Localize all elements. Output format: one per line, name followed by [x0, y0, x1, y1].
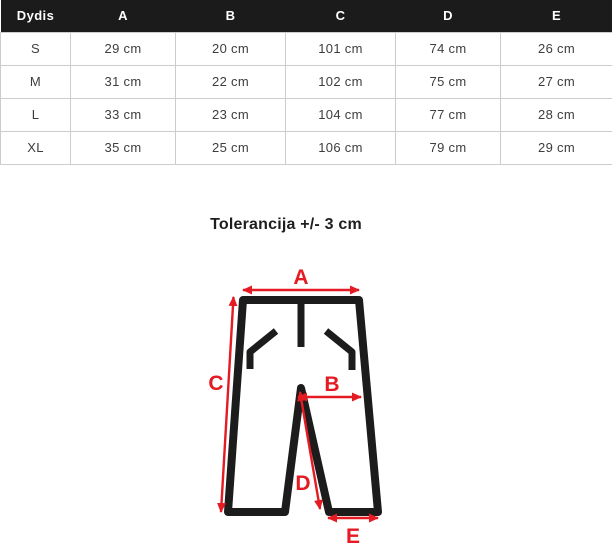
measurement-label-b: B: [324, 373, 340, 396]
measurement-cell: 77 cm: [396, 98, 501, 131]
measurement-cell: 74 cm: [396, 32, 501, 65]
measurement-cell: 35 cm: [71, 131, 176, 164]
measurement-cell: 26 cm: [501, 32, 612, 65]
size-cell: XL: [1, 131, 71, 164]
right-pocket-line: [326, 331, 352, 370]
size-cell: L: [1, 98, 71, 131]
measurement-label-a: A: [293, 266, 309, 289]
measurement-cell: 102 cm: [286, 65, 396, 98]
column-header-size: Dydis: [1, 0, 71, 32]
measurement-label-c: C: [208, 372, 224, 395]
measurement-cell: 20 cm: [176, 32, 286, 65]
table-row-xl: [1, 131, 612, 164]
measurement-cell: 33 cm: [71, 98, 176, 131]
size-cell: M: [1, 65, 71, 98]
shorts-measurement-diagram: [190, 252, 420, 552]
table-row-m: [1, 65, 612, 98]
column-header-a: A: [71, 0, 176, 32]
table-row-l: [1, 98, 612, 131]
measurement-cell: 22 cm: [176, 65, 286, 98]
tolerance-note: Tolerancija +/- 3 cm: [210, 216, 362, 233]
header-row: [1, 0, 612, 32]
left-pocket-line: [250, 331, 276, 369]
measurement-label-d: D: [295, 472, 311, 495]
measurement-cell: 79 cm: [396, 131, 501, 164]
measurement-cell: 25 cm: [176, 131, 286, 164]
measurement-cell: 29 cm: [501, 131, 612, 164]
measurement-cell: 31 cm: [71, 65, 176, 98]
measurement-cell: 29 cm: [71, 32, 176, 65]
column-header-d: D: [396, 0, 501, 32]
measurement-cell: 75 cm: [396, 65, 501, 98]
size-table: [0, 0, 612, 165]
size-cell: S: [1, 32, 71, 65]
table-row-s: [1, 32, 612, 65]
measurement-label-e: E: [345, 525, 361, 548]
measurement-cell: 106 cm: [286, 131, 396, 164]
measurement-cell: 104 cm: [286, 98, 396, 131]
measurement-cell: 28 cm: [501, 98, 612, 131]
measurement-cell: 27 cm: [501, 65, 612, 98]
column-header-b: B: [176, 0, 286, 32]
column-header-c: C: [286, 0, 396, 32]
column-header-e: E: [501, 0, 612, 32]
measurement-cell: 101 cm: [286, 32, 396, 65]
measurement-cell: 23 cm: [176, 98, 286, 131]
